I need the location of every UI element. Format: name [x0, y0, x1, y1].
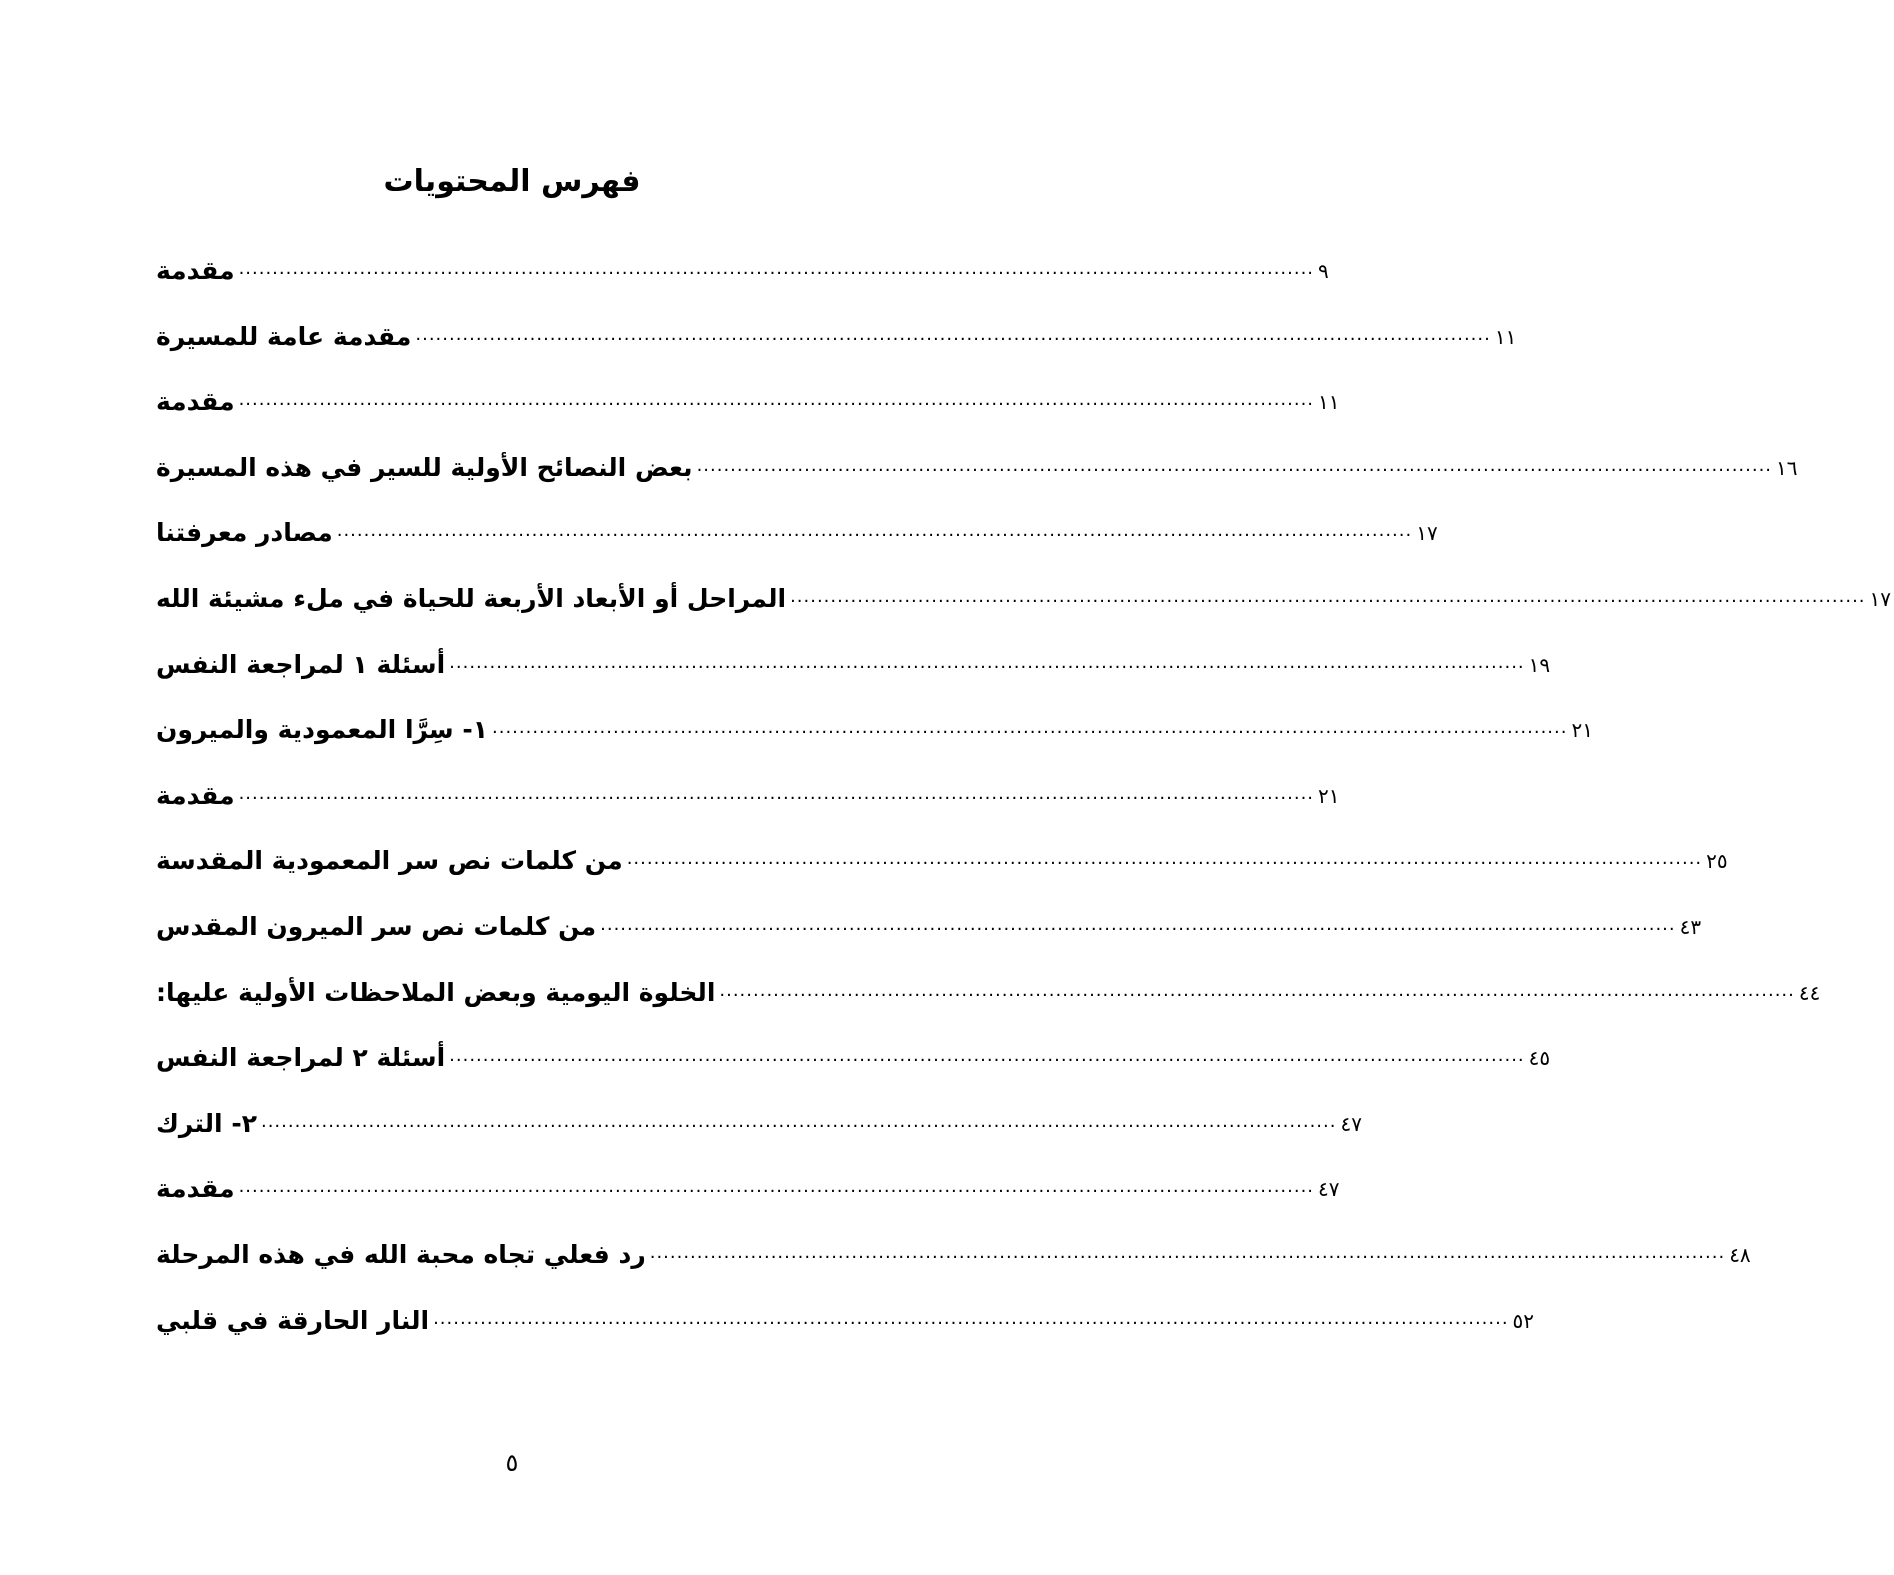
- toc-entry-title: مقدمة: [156, 780, 235, 810]
- toc-entry: [156, 904, 1702, 944]
- toc-entry: [156, 1035, 1551, 1075]
- toc-dot-leader: ................................................................................................................................................................: [238, 389, 1315, 411]
- toc-entry: [156, 1232, 1751, 1272]
- toc-entry-page: ٢١: [1318, 783, 1340, 808]
- toc-dot-leader: ................................................................................................................................................................: [433, 1307, 1509, 1329]
- toc-entry: [156, 1101, 1362, 1141]
- toc-entry-page: ٥٢: [1512, 1308, 1535, 1333]
- toc-dot-leader: ................................................................................................................................................................: [696, 454, 1773, 476]
- toc-entry-page: ٤٧: [1340, 1111, 1362, 1136]
- toc-entry-page: ١٧: [1869, 587, 1892, 611]
- toc-entry-title: النار الحارقة في قلبي: [156, 1305, 430, 1335]
- toc-entry-title: رد فعلي تجاه محبة الله في هذه المرحلة: [156, 1240, 646, 1269]
- toc-dot-leader: ................................................................................................................................................................: [649, 1242, 1726, 1263]
- toc-dot-leader: ................................................................................................................................................................: [238, 782, 1315, 804]
- toc-entry: [156, 379, 1340, 419]
- toc-entry-page: ٤٥: [1528, 1046, 1551, 1071]
- toc-entry: [156, 1298, 1535, 1338]
- toc-title: فهرس المحتويات: [383, 164, 641, 199]
- toc-entry-title: مقدمة: [156, 256, 235, 285]
- toc-entry-page: ٢٥: [1706, 849, 1728, 874]
- toc-entry-title: مقدمة عامة للمسيرة: [156, 321, 412, 351]
- toc-dot-leader: ................................................................................................................................................................: [719, 979, 1795, 1001]
- toc-dot-leader: ................................................................................................................................................................: [260, 1110, 1337, 1132]
- toc-entry-title: مقدمة: [156, 387, 235, 417]
- toc-entry: [156, 773, 1340, 813]
- toc-entry-page: ١٩: [1528, 652, 1551, 677]
- toc-dot-leader: ................................................................................................................................................................: [492, 717, 1568, 739]
- toc-entry-title: ٢- الترك: [156, 1108, 257, 1138]
- toc-dot-leader: ................................................................................................................................................................: [238, 258, 1315, 279]
- toc-entry-title: المراحل أو الأبعاد الأربعة للحياة في ملء مشيئة الله: [156, 584, 787, 613]
- toc-entry: [156, 1166, 1340, 1206]
- toc-entry-title: الخلوة اليومية وبعض الملاحظات الأولية عليها:: [156, 977, 716, 1007]
- toc-dot-leader: ................................................................................................................................................................: [790, 586, 1866, 607]
- toc-entry-page: ٤٨: [1729, 1243, 1751, 1267]
- toc-entry: [156, 642, 1551, 682]
- toc-entry: [156, 838, 1728, 878]
- toc-entry-page: ٤٤: [1798, 980, 1821, 1005]
- toc-dot-leader: ................................................................................................................................................................: [449, 1045, 1525, 1067]
- toc-entry: [156, 510, 1438, 550]
- toc-entry-title: مصادر معرفتنا: [156, 518, 333, 548]
- toc-entry-title: من كلمات نص سر المعمودية المقدسة: [156, 846, 623, 876]
- toc-entry-title: أسئلة ١ لمراجعة النفس: [156, 649, 446, 679]
- toc-entry-title: أسئلة ٢ لمراجعة النفس: [156, 1043, 446, 1073]
- toc-entry-page: ١٧: [1416, 521, 1438, 546]
- toc-entry-title: بعض النصائح الأولية للسير في هذه المسيرة: [156, 452, 693, 482]
- toc-entry-page: ١١: [1494, 324, 1517, 349]
- toc-entry: [156, 445, 1798, 485]
- toc-entry-page: ٤٧: [1318, 1177, 1340, 1202]
- toc-dot-leader: ................................................................................................................................................................: [415, 323, 1491, 345]
- toc-entry: [156, 970, 1821, 1010]
- toc-entry-page: ٤٣: [1679, 915, 1702, 939]
- toc-entry-page: ٢١: [1571, 718, 1593, 743]
- toc-entry-title: ١- سِرَّا المعمودية والميرون: [156, 715, 488, 745]
- toc-entry-title: مقدمة: [156, 1174, 235, 1204]
- toc-entry: [156, 314, 1517, 354]
- toc-entry-page: ٩: [1318, 259, 1329, 283]
- toc-entry: [156, 707, 1593, 747]
- toc-entry: [156, 576, 1892, 616]
- page-number: ٥: [505, 1449, 519, 1477]
- toc-dot-leader: ................................................................................................................................................................: [238, 1176, 1315, 1198]
- toc-dot-leader: ................................................................................................................................................................: [449, 651, 1525, 673]
- toc-dot-leader: ................................................................................................................................................................: [600, 914, 1676, 935]
- toc-dot-leader: ................................................................................................................................................................: [336, 520, 1413, 542]
- toc-entry-page: ١٦: [1776, 455, 1798, 480]
- toc-entry-page: ١١: [1318, 390, 1340, 415]
- toc-entry: [156, 248, 1329, 288]
- toc-dot-leader: ................................................................................................................................................................: [626, 848, 1703, 870]
- toc-entry-title: من كلمات نص سر الميرون المقدس: [156, 912, 597, 941]
